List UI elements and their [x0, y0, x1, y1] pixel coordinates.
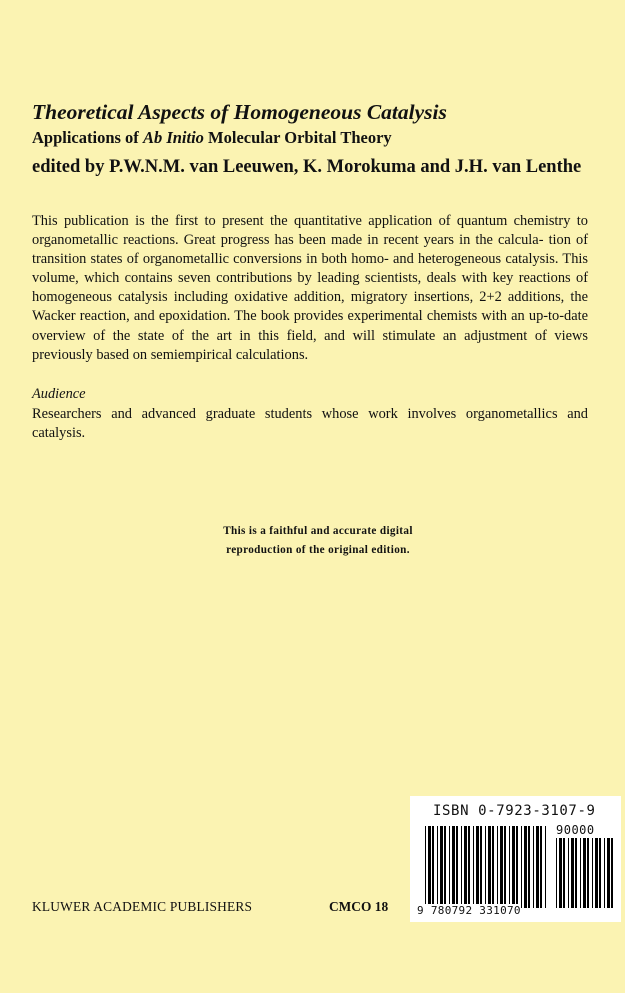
barcode-bar — [437, 826, 438, 908]
barcode-bar — [449, 826, 450, 908]
abstract — [32, 212, 588, 365]
book-editors: edited by P.W.N.M. van Leeuwen, K. Morokuma and J.H. van Lenthe — [32, 157, 582, 177]
barcode-bar — [500, 826, 503, 908]
subtitle-prefix: Applications of — [32, 128, 143, 147]
abstract-line: insertions, 2+2 additions, the Wacker reaction, and epoxidation. The book provides — [32, 289, 588, 325]
barcode-bar — [516, 826, 518, 908]
book-subtitle — [32, 128, 392, 148]
abstract-line: with key reactions of homogeneous catalysis including oxidative addition, migratory — [32, 270, 588, 306]
abstract-line: will stimulate an adjustment of views previously based on semiempirical calculations. — [32, 327, 588, 363]
barcode-bar — [607, 838, 610, 908]
publisher-name: KLUWER ACADEMIC PUBLISHERS — [32, 899, 253, 914]
barcode-bar — [425, 826, 426, 908]
audience-line: Researchers and advanced graduate students whose work involves organometallics and — [32, 406, 588, 422]
barcode-bar — [545, 826, 546, 908]
audience-heading: Audience — [32, 386, 86, 402]
barcode-bar — [583, 838, 586, 908]
barcode-bar — [568, 838, 569, 908]
barcode-bar — [533, 826, 534, 908]
barcode-bar — [485, 826, 486, 908]
barcode-bar — [571, 838, 574, 908]
barcode-bar — [476, 826, 479, 908]
barcode-bar — [509, 826, 510, 908]
abstract-line: tion of transition states of organometallic conversions in both homo- and heterogeneous — [32, 232, 588, 268]
abstract-line: This publication is the first to present the quantitative application of quantum chemistry — [32, 213, 571, 229]
barcode-bar — [611, 838, 613, 908]
isbn-barcode — [410, 796, 621, 922]
barcode-bar — [473, 826, 474, 908]
barcode-bar — [559, 838, 562, 908]
barcode-bar — [456, 826, 458, 908]
barcode-bar — [497, 826, 498, 908]
barcode-bar — [452, 826, 455, 908]
book-title: Theoretical Aspects of Homogeneous Catalysis — [32, 100, 447, 124]
barcode-bar — [604, 838, 605, 908]
barcode-bar — [504, 826, 506, 908]
barcode-bar — [556, 838, 557, 908]
audience-line: catalysis. — [32, 425, 86, 442]
barcode-bar — [587, 838, 589, 908]
barcode-bar — [592, 838, 593, 908]
audience-text — [32, 405, 588, 443]
barcode-bar — [464, 826, 467, 908]
abstract-line: experimental chemists with an up-to-date overview of the state of the art in this field, and — [32, 308, 589, 344]
barcode-bar — [540, 826, 542, 908]
barcode-bar — [524, 826, 527, 908]
subtitle-suffix: Molecular Orbital Theory — [203, 128, 392, 147]
isbn-label: ISBN 0-7923-3107-9 — [433, 803, 596, 819]
subtitle-italic: Ab Initio — [142, 128, 204, 147]
reproduction-line: This is a faithful and accurate digital — [223, 525, 413, 537]
barcode-bar — [432, 826, 434, 908]
barcode-bar — [536, 826, 539, 908]
barcode-bar — [440, 826, 443, 908]
barcode-bar — [488, 826, 491, 908]
ean-digits: 9 780792 331070 — [417, 904, 521, 917]
abstract-line: catalysis. This volume, which contains seven contributions by leading scientists, deals — [32, 251, 588, 287]
barcode-bar — [492, 826, 494, 908]
barcode-bar — [595, 838, 598, 908]
abstract-line: to organometallic reactions. Great progress has been made in recent years in the calcula- — [32, 213, 588, 249]
price-code: 90000 — [556, 823, 595, 837]
barcode-bar — [575, 838, 577, 908]
barcode-bar — [521, 826, 522, 908]
reproduction-note — [150, 522, 486, 559]
barcode-bar — [580, 838, 581, 908]
barcode-bar — [444, 826, 446, 908]
barcode-bar — [599, 838, 601, 908]
barcode-bar — [480, 826, 482, 908]
series-code: CMCO 18 — [329, 899, 389, 914]
barcode-bar — [528, 826, 530, 908]
barcode-bar — [468, 826, 470, 908]
barcode-bar — [461, 826, 462, 908]
reproduction-line: reproduction of the original edition. — [226, 543, 410, 556]
barcode-bar — [563, 838, 565, 908]
barcode-bar — [428, 826, 431, 908]
barcode-bar — [512, 826, 515, 908]
